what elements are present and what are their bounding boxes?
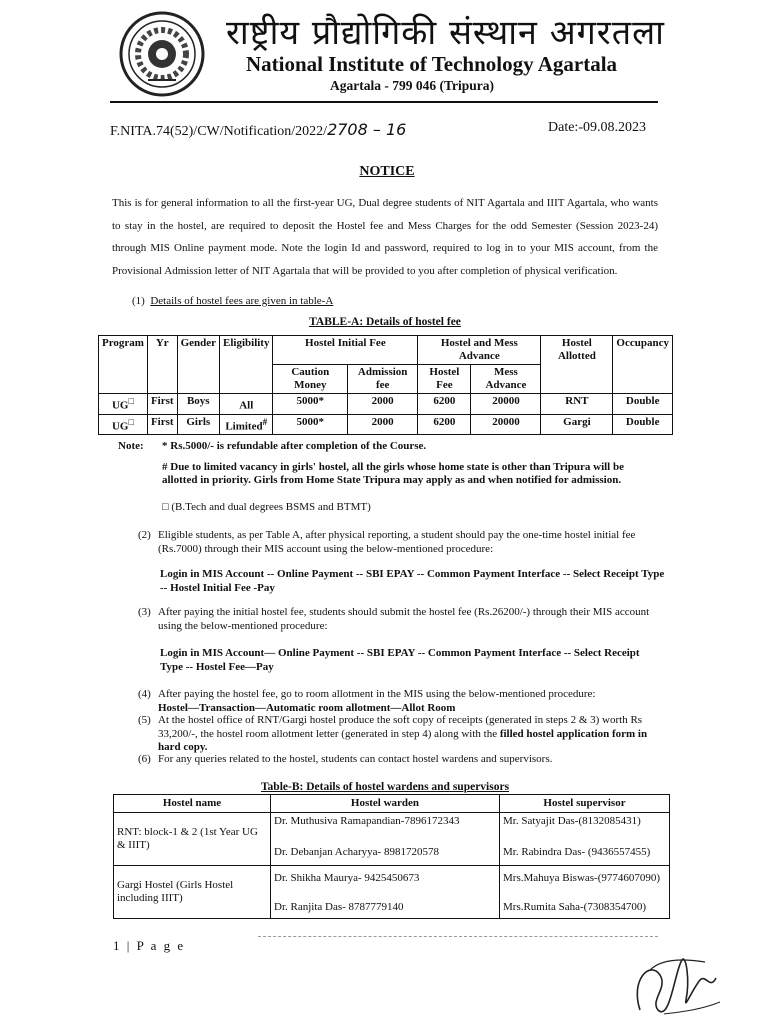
intro-paragraph: This is for general information to all the first-year UG, Dual degree students of NIT Agartala and IIIT Agartala, who wants to stay in the hostel, are required to deposit the Hostel fee and Mess Charges for the odd Semester (Session 2023-24) through MIS Online payment mode. Note the login Id and password, required to log in to your MIS account, from the Provisional Admission letter of NIT Agartala that will be provided to you after completion of physical verification. (112, 197, 658, 277)
procedure-initial-fee: Login in MIS Account -- Online Payment -- SBI EPAY -- Common Payment Interface -- Select Receipt Type -- Hostel Initial Fee -Pay (160, 568, 665, 594)
th-warden: Hostel warden (271, 795, 500, 813)
notice-date: Date:-09.08.2023 (548, 120, 646, 135)
step-5: (5) At the hostel office of RNT/Gargi hostel produce the soft copy of receipts (generated in steps 2 & 3) worth Rs 33,200/-, the hostel room allotment letter (generated in step 4) along with the filled hostel application form in hard copy. (138, 714, 648, 753)
th-occupancy: Occupancy (613, 336, 673, 394)
th-allotted: Hostel Allotted (541, 336, 613, 394)
signature-icon (620, 940, 730, 1024)
th-gender: Gender (177, 336, 219, 394)
step-2: (2) Eligible students, as per Table A, after physical reporting, a student should pay the one-time hostel initial fee (Rs.7000) through their MIS account using the below-mentioned procedure: (138, 529, 636, 555)
step-4: (4) After paying the hostel fee, go to room allotment in the MIS using the below-mentioned procedure: Hostel—Transaction—Automatic room allotment—Allot Room (138, 688, 596, 714)
th-yr: Yr (147, 336, 177, 394)
header-divider (110, 101, 658, 103)
table-a-title: TABLE-A: Details of hostel fee (309, 316, 461, 328)
item-1: (1) Details of hostel fees are given in table-A (132, 295, 334, 307)
note-label: Note: (118, 440, 144, 452)
institute-name-english: National Institute of Technology Agartala (246, 52, 618, 76)
th-admission: Admission fee (348, 365, 418, 394)
th-mess-adv: Mess Advance (471, 365, 541, 394)
step-3: (3) After paying the initial hostel fee, students should submit the hostel fee (Rs.26200/-) through their MIS account using the below-mentioned procedure: (138, 606, 650, 632)
th-supervisor: Hostel supervisor (500, 795, 670, 813)
handwritten-ref: 2708 – 16 (327, 120, 407, 139)
table-row: RNT: block-1 & 2 (1st Year UG & IIIT) Dr. Muthusiva Ramapandian-7896172343 Dr. Debanjan Acharyya- 8981720578 Mr. Satyajit Das-(8132085431) Mr. Rabindra Das- (9436557455) (114, 813, 670, 866)
procedure-hostel-fee: Login in MIS Account— Online Payment -- SBI EPAY -- Common Payment Interface -- Select Receipt Type -- Hostel Fee—Pay (160, 647, 640, 673)
table-row: Gargi Hostel (Girls Hostel including IIIT) Dr. Shikha Maurya- 9425450673 Dr. Ranjita Das- 8787779140 Mrs.Mahuya Biswas-(9774607090) Mrs.Rumita Saha-(7308354700) (114, 866, 670, 919)
th-eligibility: Eligibility (220, 336, 273, 394)
th-hostel-fee: Hostel Fee (418, 365, 471, 394)
th-hostel-name: Hostel name (114, 795, 271, 813)
th-initial-fee: Hostel Initial Fee (273, 336, 418, 365)
table-a (98, 335, 673, 435)
footer-rule (258, 936, 658, 937)
institute-seal-icon (118, 10, 206, 98)
table-row: UG□ First Girls Limited# 5000* 2000 6200 20000 Gargi Double (99, 414, 673, 435)
table-row: UG□ First Boys All 5000* 2000 6200 20000 RNT Double (99, 394, 673, 415)
note-programs: □ (B.Tech and dual degrees BSMS and BTMT) (162, 501, 371, 513)
page-number: 1 | P a g e (113, 938, 186, 953)
note-refundable: * Rs.5000/- is refundable after completion of the Course. (162, 440, 427, 452)
table-b (113, 794, 670, 919)
notice-title: NOTICE (359, 164, 415, 179)
institute-address: Agartala - 799 046 (Tripura) (330, 78, 494, 93)
table-b-title: Table-B: Details of hostel wardens and supervisors (260, 781, 510, 793)
note-girls-hostel: # Due to limited vacancy in girls' hostel, all the girls whose home state is other than Tripura will be allotted in priority. Girls from Home State Tripura may apply as and when notified for admission. (162, 461, 624, 486)
reference-number: F.NITA.74(52)/CW/Notification/2022/2708 – 16 (110, 120, 407, 139)
step-6: (6) For any queries related to the hostel, students can contact hostel wardens and supervisors. (138, 753, 553, 765)
th-program: Program (99, 336, 148, 394)
th-mess: Hostel and Mess Advance (418, 336, 541, 365)
th-caution: Caution Money (273, 365, 348, 394)
institute-name-hindi: राष्ट्रीय प्रौद्योगिकी संस्थान अगरतला (226, 13, 665, 53)
